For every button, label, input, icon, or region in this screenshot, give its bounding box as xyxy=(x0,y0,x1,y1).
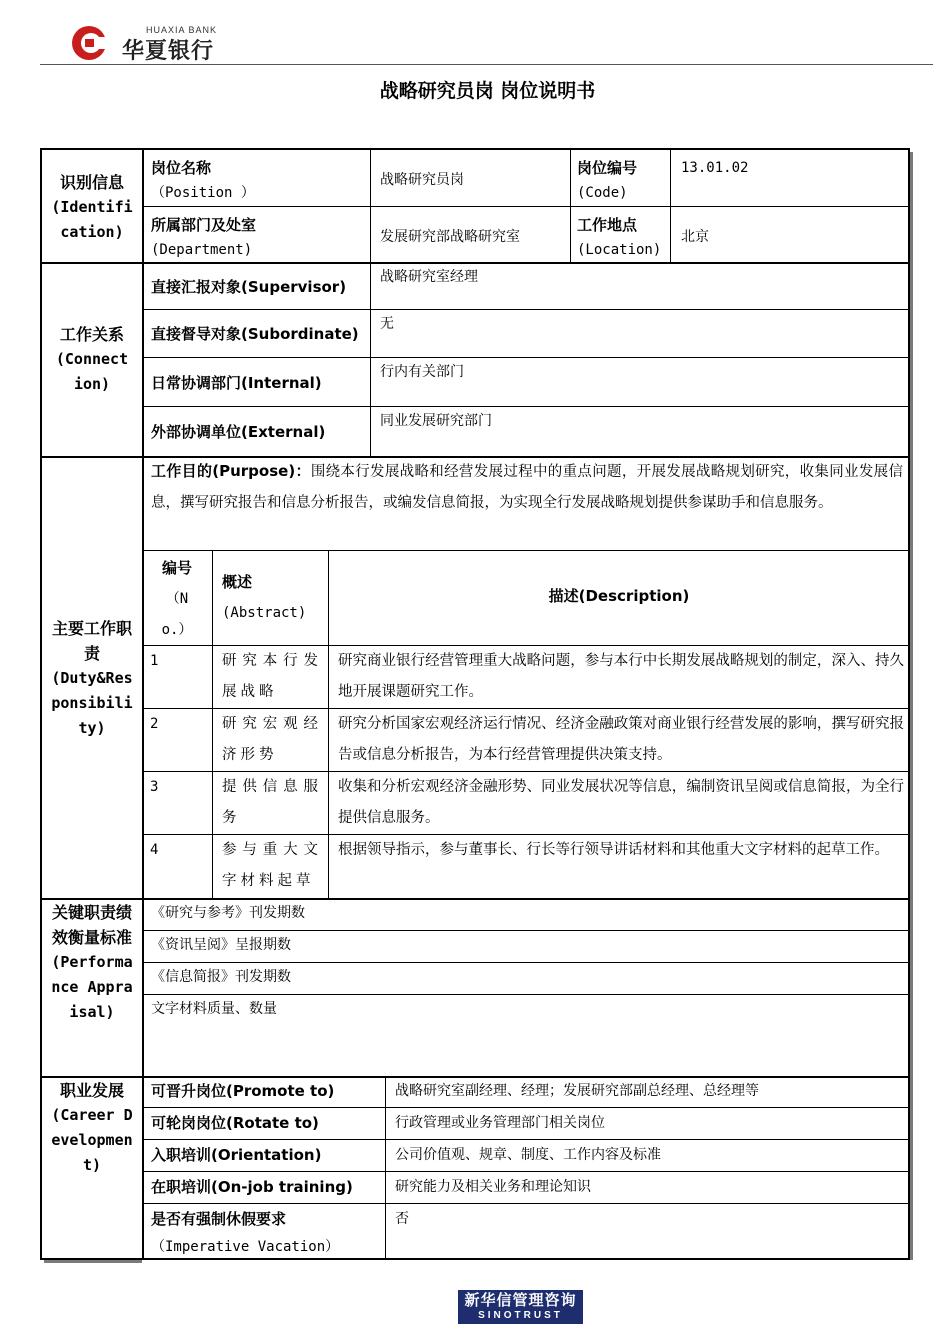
duty-no: 3 xyxy=(150,779,159,795)
onjob-training-value: 研究能力及相关业务和理论知识 xyxy=(395,1179,591,1195)
kpi-item: 《信息简报》刊发期数 xyxy=(151,969,291,985)
identification-section-label: 识别信息 (Identification) xyxy=(51,173,133,241)
duty-description: 研究商业银行经营管理重大战略问题，参与本行中长期发展战略规划的制定，深入、持久地开展课题研究工作。 xyxy=(338,653,904,700)
page-title: 战略研究员岗 岗位说明书 xyxy=(379,80,596,102)
consultant-name-cn: 新华信管理咨询 xyxy=(464,1291,577,1309)
purpose-label: 工作目的(Purpose)： xyxy=(151,462,311,480)
promote-label: 可晋升岗位(Promote to) xyxy=(151,1082,335,1100)
code-label: 岗位编号 xyxy=(577,159,638,177)
position-label: 岗位名称 xyxy=(151,159,212,177)
department-value: 发展研究部战略研究室 xyxy=(380,229,520,245)
vacation-value: 否 xyxy=(395,1211,409,1227)
rotate-value: 行政管理或业务管理部门相关岗位 xyxy=(395,1115,605,1131)
promote-value: 战略研究室副经理、经理；发展研究部副总经理、总经理等 xyxy=(395,1083,759,1099)
kpi-item: 《资讯呈阅》呈报期数 xyxy=(151,937,291,953)
col-abstract-header: 概述 (Abstract) xyxy=(222,573,307,621)
header-divider xyxy=(40,64,933,65)
sinotrust-logo xyxy=(458,1290,583,1324)
duty-abstract: 研究宏观经济形势 xyxy=(222,716,322,763)
bank-logo xyxy=(70,24,290,64)
supervisor-value: 战略研究室经理 xyxy=(380,269,478,285)
location-label-en: (Location) xyxy=(577,242,662,258)
orientation-value: 公司价值观、规章、制度、工作内容及标准 xyxy=(395,1147,661,1163)
external-label: 外部协调单位(External) xyxy=(151,423,326,441)
career-section-label: 职业发展 (Career Development) xyxy=(51,1081,133,1174)
duty-no: 1 xyxy=(150,653,159,669)
duties-section-label: 主要工作职责 (Duty&Responsibility) xyxy=(51,619,133,737)
location-label: 工作地点 xyxy=(577,216,638,234)
subordinate-label: 直接督导对象(Subordinate) xyxy=(151,325,359,343)
vacation-label: 是否有强制休假要求 xyxy=(151,1210,287,1228)
duty-no: 2 xyxy=(150,716,159,732)
vacation-label-en: （Imperative Vacation） xyxy=(151,1239,340,1255)
duty-abstract: 参与重大文字材料起草 xyxy=(222,842,322,889)
orientation-label: 入职培训(Orientation) xyxy=(151,1146,322,1164)
supervisor-label: 直接汇报对象(Supervisor) xyxy=(151,278,347,296)
department-label: 所属部门及处室 xyxy=(151,216,257,234)
kpi-section-label: 关键职责绩效衡量标准 (Performance Appraisal) xyxy=(51,903,133,1021)
relations-section-label: 工作关系 (Connection) xyxy=(55,325,129,393)
kpi-item: 《研究与参考》刊发期数 xyxy=(151,905,305,921)
bank-name-cn: 华夏银行 xyxy=(122,39,215,64)
department-label-en: (Department) xyxy=(151,242,253,258)
col-description-header: 描述(Description) xyxy=(548,587,690,605)
purpose-text: 围绕本行发展战略和经营发展过程中的重点问题，开展发展战略规划研究，收集同业发展信息，撰写研究报告和信息分析报告，或编发信息简报，为实现全行发展战略规划提供参谋助手和信息服务。 xyxy=(151,464,903,511)
position-label-en: （Position ） xyxy=(151,185,255,201)
kpi-item: 文字材料质量、数量 xyxy=(151,1001,277,1017)
duty-description: 收集和分析宏观经济金融形势、同业发展状况等信息，编制资讯呈阅或信息简报，为全行提供信息服务。 xyxy=(338,779,904,826)
duty-description: 根据领导指示，参与董事长、行长等行领导讲话材料和其他重大文字材料的起草工作。 xyxy=(338,842,889,858)
bank-name-en: HUAXIA BANK xyxy=(146,25,218,35)
purpose-paragraph xyxy=(151,456,903,519)
duty-abstract: 提供信息服务 xyxy=(222,779,322,826)
code-label-en: (Code) xyxy=(577,185,628,201)
internal-label: 日常协调部门(Internal) xyxy=(151,374,322,392)
code-value: 13.01.02 xyxy=(681,160,749,176)
rotate-label: 可轮岗岗位(Rotate to) xyxy=(151,1114,319,1132)
col-no-header: 编号 （No.） xyxy=(161,559,193,638)
location-value: 北京 xyxy=(681,229,709,245)
consultant-name-en: SINOTRUST xyxy=(478,1310,563,1321)
huaxia-bank-logo-icon xyxy=(70,24,110,62)
position-value: 战略研究员岗 xyxy=(380,172,464,188)
duty-abstract: 研究本行发展战略 xyxy=(222,653,322,700)
duty-no: 4 xyxy=(150,842,159,858)
external-value: 同业发展研究部门 xyxy=(380,413,492,429)
subordinate-value: 无 xyxy=(380,316,394,332)
internal-value: 行内有关部门 xyxy=(380,364,464,380)
onjob-training-label: 在职培训(On-job training) xyxy=(151,1178,353,1196)
duty-description: 研究分析国家宏观经济运行情况、经济金融政策对商业银行经营发展的影响，撰写研究报告或信息分析报告，为本行经营管理提供决策支持。 xyxy=(338,716,904,763)
